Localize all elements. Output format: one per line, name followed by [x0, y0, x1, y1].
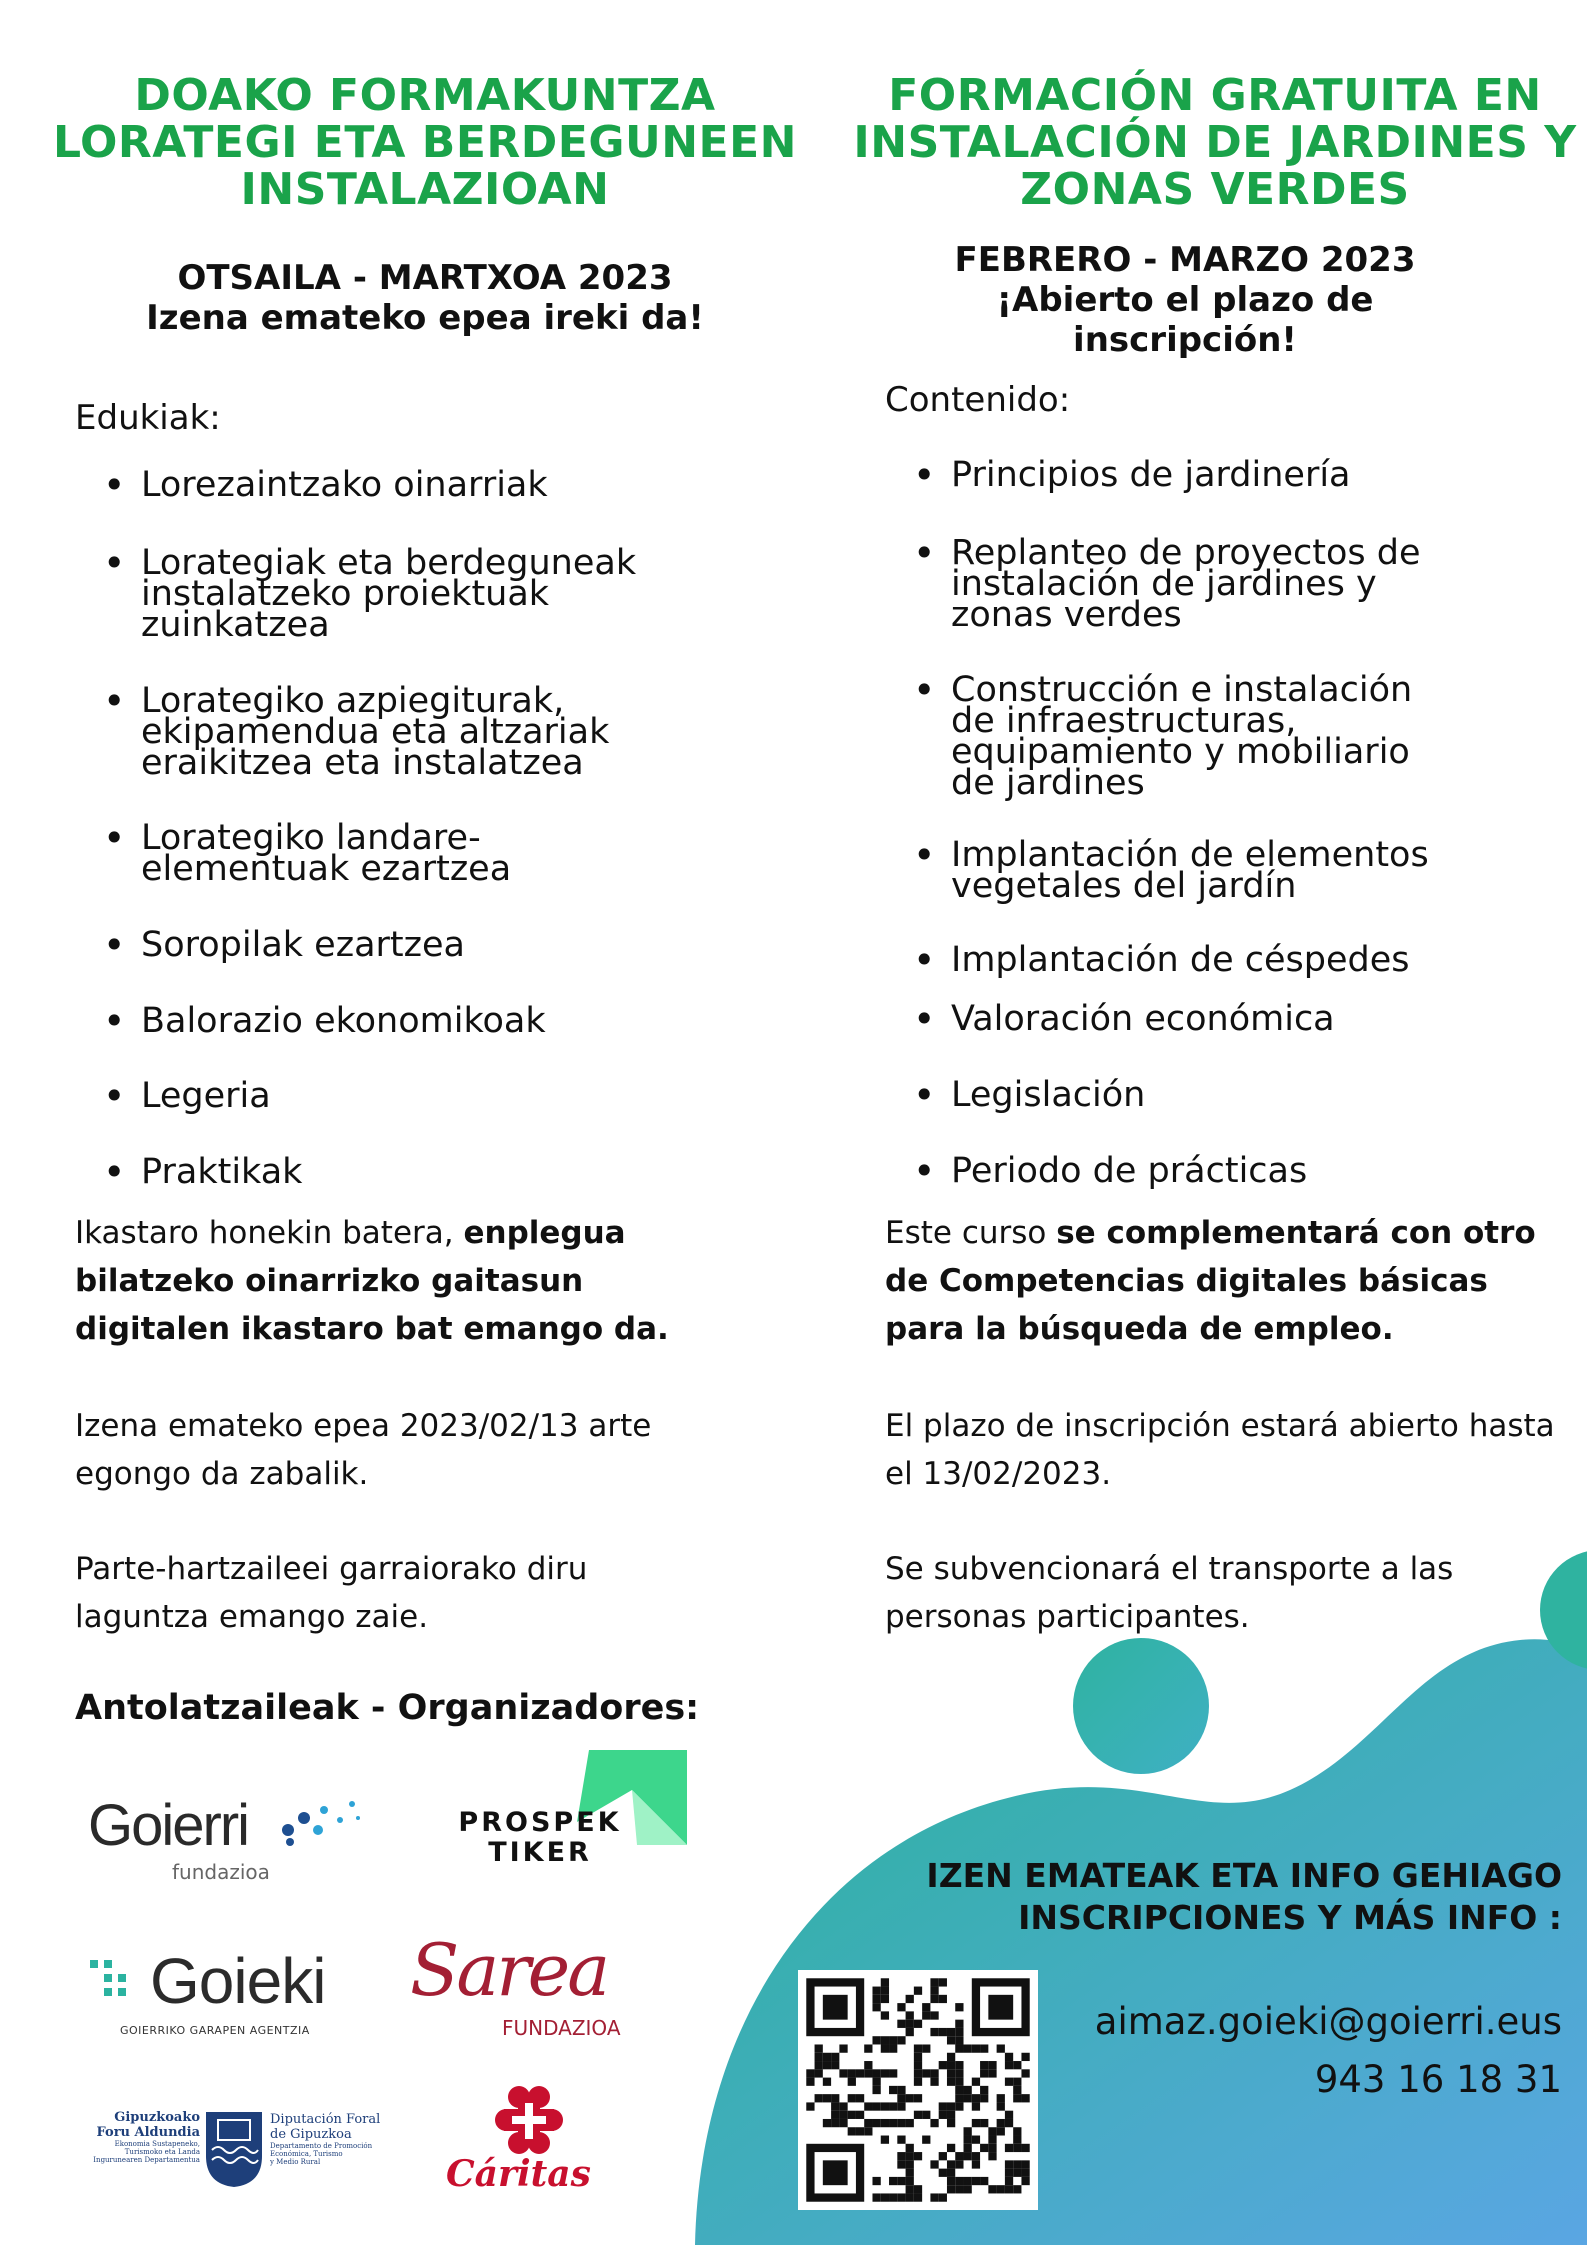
course-complement-text: [75, 1209, 745, 1353]
goierri-logo-text: Goierri: [88, 1793, 249, 1858]
item-line: • Balorazio ekonomikoak: [141, 1001, 546, 1041]
item-line: • Periodo de prácticas: [951, 1151, 1308, 1191]
list-item: [75, 543, 637, 645]
gipuzkoa-left-line: Foru Aldundia: [96, 2125, 200, 2140]
open-notice: Izena emateko epea ireki da!: [146, 298, 704, 338]
title-line: DOAKO FORMAKUNTZA: [134, 70, 716, 121]
contents-list: [75, 0, 775, 1200]
list-item: [885, 835, 1429, 906]
item-line: • Legeria: [141, 1076, 271, 1116]
course-dates: FEBRERO - MARZO 2023: [954, 240, 1416, 280]
item-line: • Implantación de elementos: [951, 835, 1429, 875]
list-item: [885, 999, 1335, 1039]
item-line: • Lorezaintzako oinarriak: [141, 465, 548, 505]
title-line: INSTALACIÓN DE JARDINES Y: [853, 117, 1577, 168]
info-title-line: IZEN EMATEAK ETA INFO GEHIAGO: [926, 1856, 1562, 1895]
dots-icon: [278, 1790, 368, 1850]
organizers-heading: Antolatzaileak - Organizadores:: [75, 1688, 700, 1728]
list-item: [885, 455, 1351, 495]
gipuzkoa-left-line: Turismoko eta Landa: [124, 2148, 200, 2156]
item-line: de infraestructuras,: [951, 701, 1297, 741]
item-line: de jardines: [951, 763, 1145, 803]
contact-email[interactable]: aimaz.goieki@goierri.eus: [1094, 2000, 1562, 2043]
item-line: • Legislación: [951, 1075, 1146, 1115]
item-line: eraikitzea eta instalatzea: [141, 743, 584, 783]
info-title: [926, 1855, 1562, 1939]
item-line: equipamiento y mobiliario: [951, 732, 1410, 772]
list-item: [75, 465, 548, 505]
bold-text: enplegua bilatzeko oinarrizko gaitasun digitalen ikastaro bat emango da.: [75, 1215, 669, 1347]
course-dates: OTSAILA - MARTXOA 2023: [177, 258, 673, 298]
list-item: [75, 1001, 546, 1041]
item-line: vegetales del jardín: [951, 866, 1297, 906]
transport-text: Parte-hartzaileei garraiorako diru laguntza emango zaie.: [75, 1551, 588, 1635]
list-item: [75, 1076, 271, 1116]
gipuzkoa-shield-icon: [204, 2110, 264, 2188]
contents-list: [885, 0, 1575, 1200]
item-line: • Lorategiko azpiegiturak,: [141, 681, 565, 721]
list-item: [75, 1152, 303, 1192]
intro-text: Este curso: [885, 1215, 1057, 1251]
list-item: [885, 1151, 1308, 1191]
deadline-text: El plazo de inscripción estará abierto hasta el 13/02/2023.: [885, 1408, 1555, 1492]
gipuzkoa-right-line: de Gipuzkoa: [270, 2127, 352, 2142]
item-line: • Construcción e instalación: [951, 670, 1413, 710]
title-line: FORMACIÓN GRATUITA EN: [888, 70, 1542, 121]
sarea-logo-text: Sarea: [410, 1928, 608, 2012]
item-line: • Implantación de céspedes: [951, 940, 1410, 980]
item-line: • Praktikak: [141, 1152, 303, 1192]
list-item: [885, 533, 1421, 635]
item-line: • Soropilak ezartzea: [141, 925, 465, 965]
qr-code[interactable]: [798, 1970, 1038, 2210]
open-notice: ¡Abierto el plazo de: [996, 280, 1374, 320]
item-line: instalación de jardines y: [951, 564, 1377, 604]
goieki-logo-text: Goieki: [150, 1945, 326, 2017]
prospektiker-line1: PROSPEK: [458, 1807, 622, 1838]
bold-text: se complementará con otro de Competencias digitales básicas para la búsqueda de empleo.: [885, 1215, 1536, 1347]
gipuzkoa-right-line: Diputación Foral: [270, 2112, 381, 2127]
caritas-logo: [440, 2085, 630, 2205]
contents-label: Contenido:: [885, 380, 1071, 420]
goieki-logo: [90, 1945, 360, 2040]
prospektiker-line2: TIKER: [488, 1837, 592, 1868]
goieki-logo-sub: GOIERRIKO GARAPEN AGENTZIA: [120, 2024, 310, 2037]
course-complement-text: [885, 1209, 1575, 1353]
item-line: • Replanteo de proyectos de: [951, 533, 1421, 573]
gipuzkoa-logo: [90, 2110, 390, 2190]
item-line: • Principios de jardinería: [951, 455, 1351, 495]
gipuzkoa-right-line: Departamento de Promoción: [270, 2142, 373, 2150]
prospektiker-logo: [435, 1750, 675, 1880]
item-line: • Lorategiak eta berdeguneak: [141, 543, 637, 583]
item-line: elementuak ezartzea: [141, 849, 512, 889]
item-line: • Valoración económica: [951, 999, 1335, 1039]
title-line: ZONAS VERDES: [1020, 164, 1410, 215]
gipuzkoa-right-line: y Medio Rural: [270, 2158, 321, 2166]
goierri-logo-sub: fundazioa: [172, 1860, 270, 1884]
title-line: INSTALAZIOAN: [240, 164, 610, 215]
list-item: [75, 681, 610, 783]
item-line: instalatzeko proiektuak: [141, 574, 550, 614]
gipuzkoa-left-line: Gipuzkoako: [114, 2110, 200, 2125]
list-item: [75, 925, 465, 965]
goierri-fundazioa-logo: [88, 1790, 388, 1890]
transport-text: Se subvencionará el transporte a las personas participantes.: [885, 1551, 1454, 1635]
item-line: zonas verdes: [951, 595, 1182, 635]
gipuzkoa-left-line: Ekonomia Sustapeneko,: [114, 2140, 200, 2148]
contents-label: Edukiak:: [75, 398, 221, 438]
sarea-logo-sub: FUNDAZIOA: [502, 2016, 621, 2040]
item-line: • Lorategiko landare-: [141, 818, 481, 858]
gipuzkoa-left-line: Ingurunearen Departamentua: [93, 2156, 200, 2164]
info-title-line: INSCRIPCIONES Y MÁS INFO :: [1018, 1898, 1562, 1937]
list-item: [885, 1075, 1146, 1115]
qr-code-icon: [798, 1970, 1038, 2210]
caritas-cross-icon: [494, 2085, 564, 2155]
sarea-fundazioa-logo: [410, 1928, 640, 2048]
deadline-text: Izena emateko epea 2023/02/13 arte egongo da zabalik.: [75, 1408, 652, 1492]
caritas-logo-text: Cáritas: [446, 2153, 591, 2195]
gipuzkoa-right-line: Económica, Turismo: [270, 2150, 343, 2158]
list-item: [885, 940, 1410, 980]
item-line: ekipamendua eta altzariak: [141, 712, 610, 752]
title-line: LORATEGI ETA BERDEGUNEEN: [53, 117, 797, 168]
list-item: [75, 818, 512, 889]
open-notice: inscripción!: [1073, 320, 1297, 360]
dots-icon: [90, 1960, 142, 2012]
contact-phone[interactable]: 943 16 18 31: [1314, 2058, 1562, 2101]
intro-text: Ikastaro honekin batera,: [75, 1215, 464, 1251]
item-line: zuinkatzea: [141, 605, 330, 645]
list-item: [885, 670, 1413, 803]
